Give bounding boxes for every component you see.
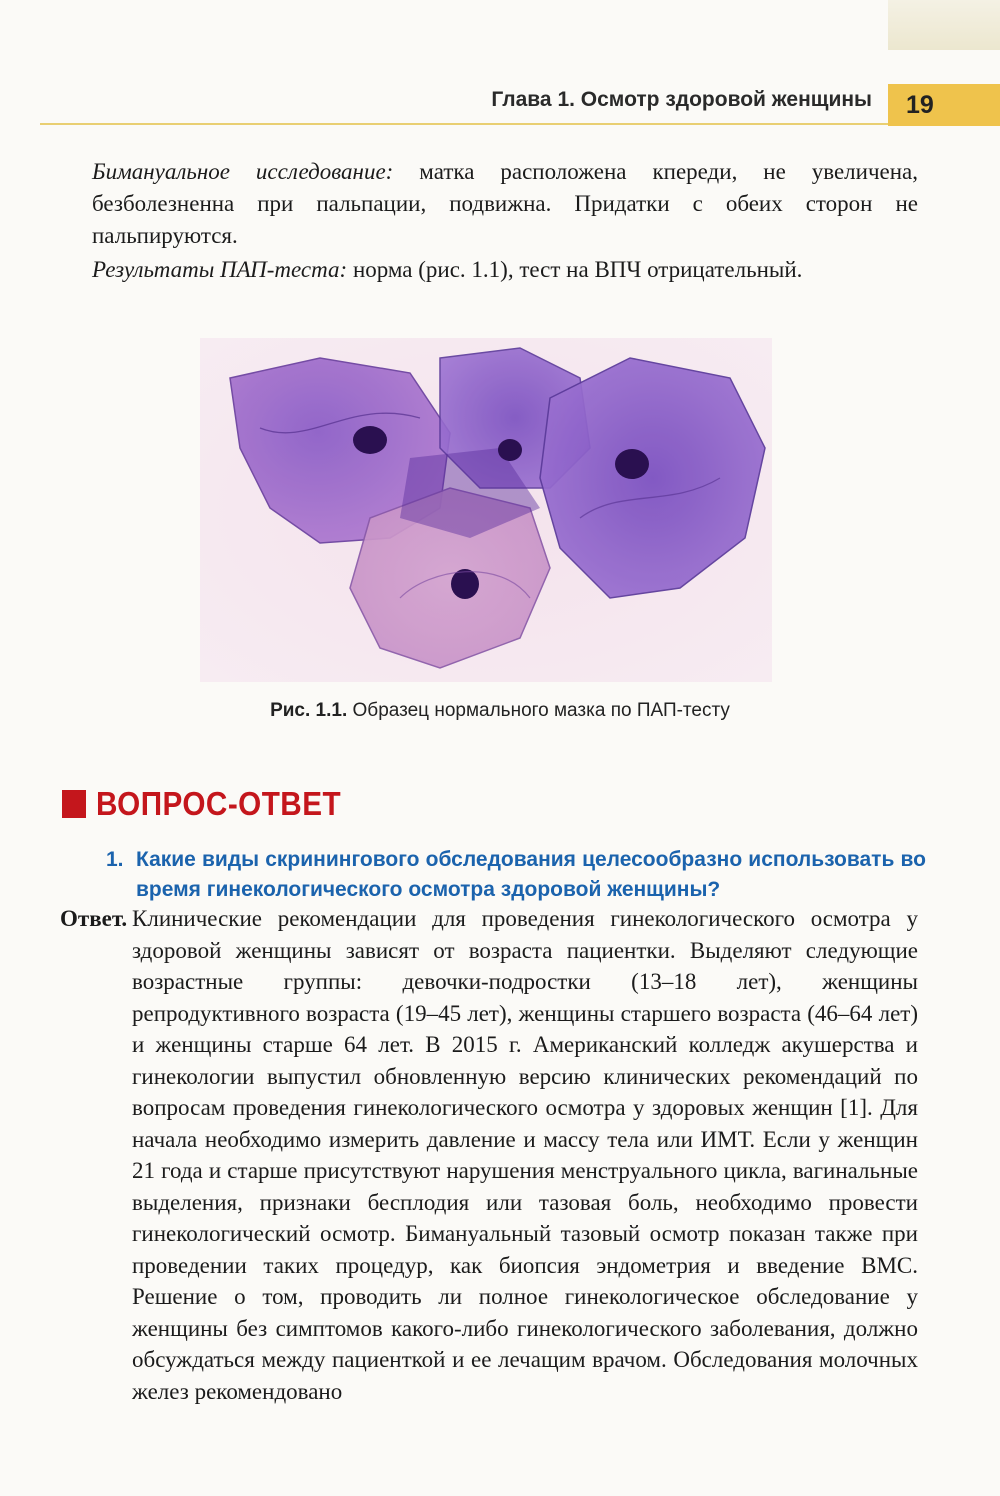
running-title: Глава 1. Осмотр здоровой женщины (491, 88, 872, 111)
pap-label: Результаты ПАП-теста: (92, 257, 348, 282)
nucleus-left (353, 426, 387, 454)
bimanual-text: матка расположена кпереди, не увеличена, безболезненна при пальпации, подвижна. Придатки с обеих сторон не пальпируются. (92, 159, 919, 248)
nucleus-bottom (451, 569, 479, 599)
page-corner-tab (888, 0, 1000, 50)
answer-text: Клинические рекомендации для проведения гинекологического осмотра у здоровой женщины зависят от возраста пациентки. Выделяют следующие возрастные группы: девочки-подростки (13–18 лет), женщины репродуктивного возраста (19–45 лет), женщины старшего возраста (46–64 лет) и женщины старше 64 лет. В 2015 г. Американский колледж акушерства и гинекологии выпустил обновленную версию клинических рекомендаций по вопросам проведения гинекологического осмотра у здоровых женщин [1]. Для начала необходимо измерить давление и массу тела или ИМТ. Если у женщин 21 года и старше присутствуют нарушения менструального цикла, вагинальные выделения, признаки бесплодия или тазовая боль, необходимо провести гинекологический осмотр. Бимануальный тазовый осмотр показан также при проведении таких процедур, как биопсия эндометрия и введение ВМС. Решение о том, проводить ли полное гинекологическое обследование у женщины без симптомов какого-либо гинекологического заболевания, должно обсуждаться между пациенткой и ее лечащим врачом. Обследования молочных желез рекомендовано (132, 906, 918, 1404)
page-number: 19 (888, 84, 1000, 126)
figure-label: Рис. 1.1. (270, 700, 348, 721)
answer-label: Ответ. (60, 906, 128, 931)
bimanual-label: Бимануальное исследование: (92, 159, 394, 184)
section-heading (62, 782, 368, 826)
question-1 (106, 845, 926, 905)
running-header (0, 84, 1000, 126)
pap-smear-micrograph (200, 338, 772, 682)
figure-caption (0, 700, 1000, 722)
question-text: Какие виды скринингового обследования целесообразно использовать во время гинекологического осмотра здоровой женщины? (136, 848, 926, 901)
pap-text: норма (рис. 1.1), тест на ВПЧ отрицательный. (347, 257, 803, 282)
pap-result-paragraph (92, 254, 918, 286)
nucleus-center (498, 439, 522, 461)
answer-1 (60, 903, 918, 1407)
nucleus-right (615, 449, 649, 479)
bimanual-paragraph (92, 156, 918, 252)
question-number: 1. (106, 848, 124, 871)
pap-smear-figure (200, 338, 772, 682)
section-title: ВОПРОС-ОТВЕТ (96, 785, 342, 822)
section-marker-icon (62, 790, 86, 818)
header-rule (40, 123, 1000, 125)
figure-caption-text: Образец нормального мазка по ПАП-тесту (347, 700, 730, 721)
